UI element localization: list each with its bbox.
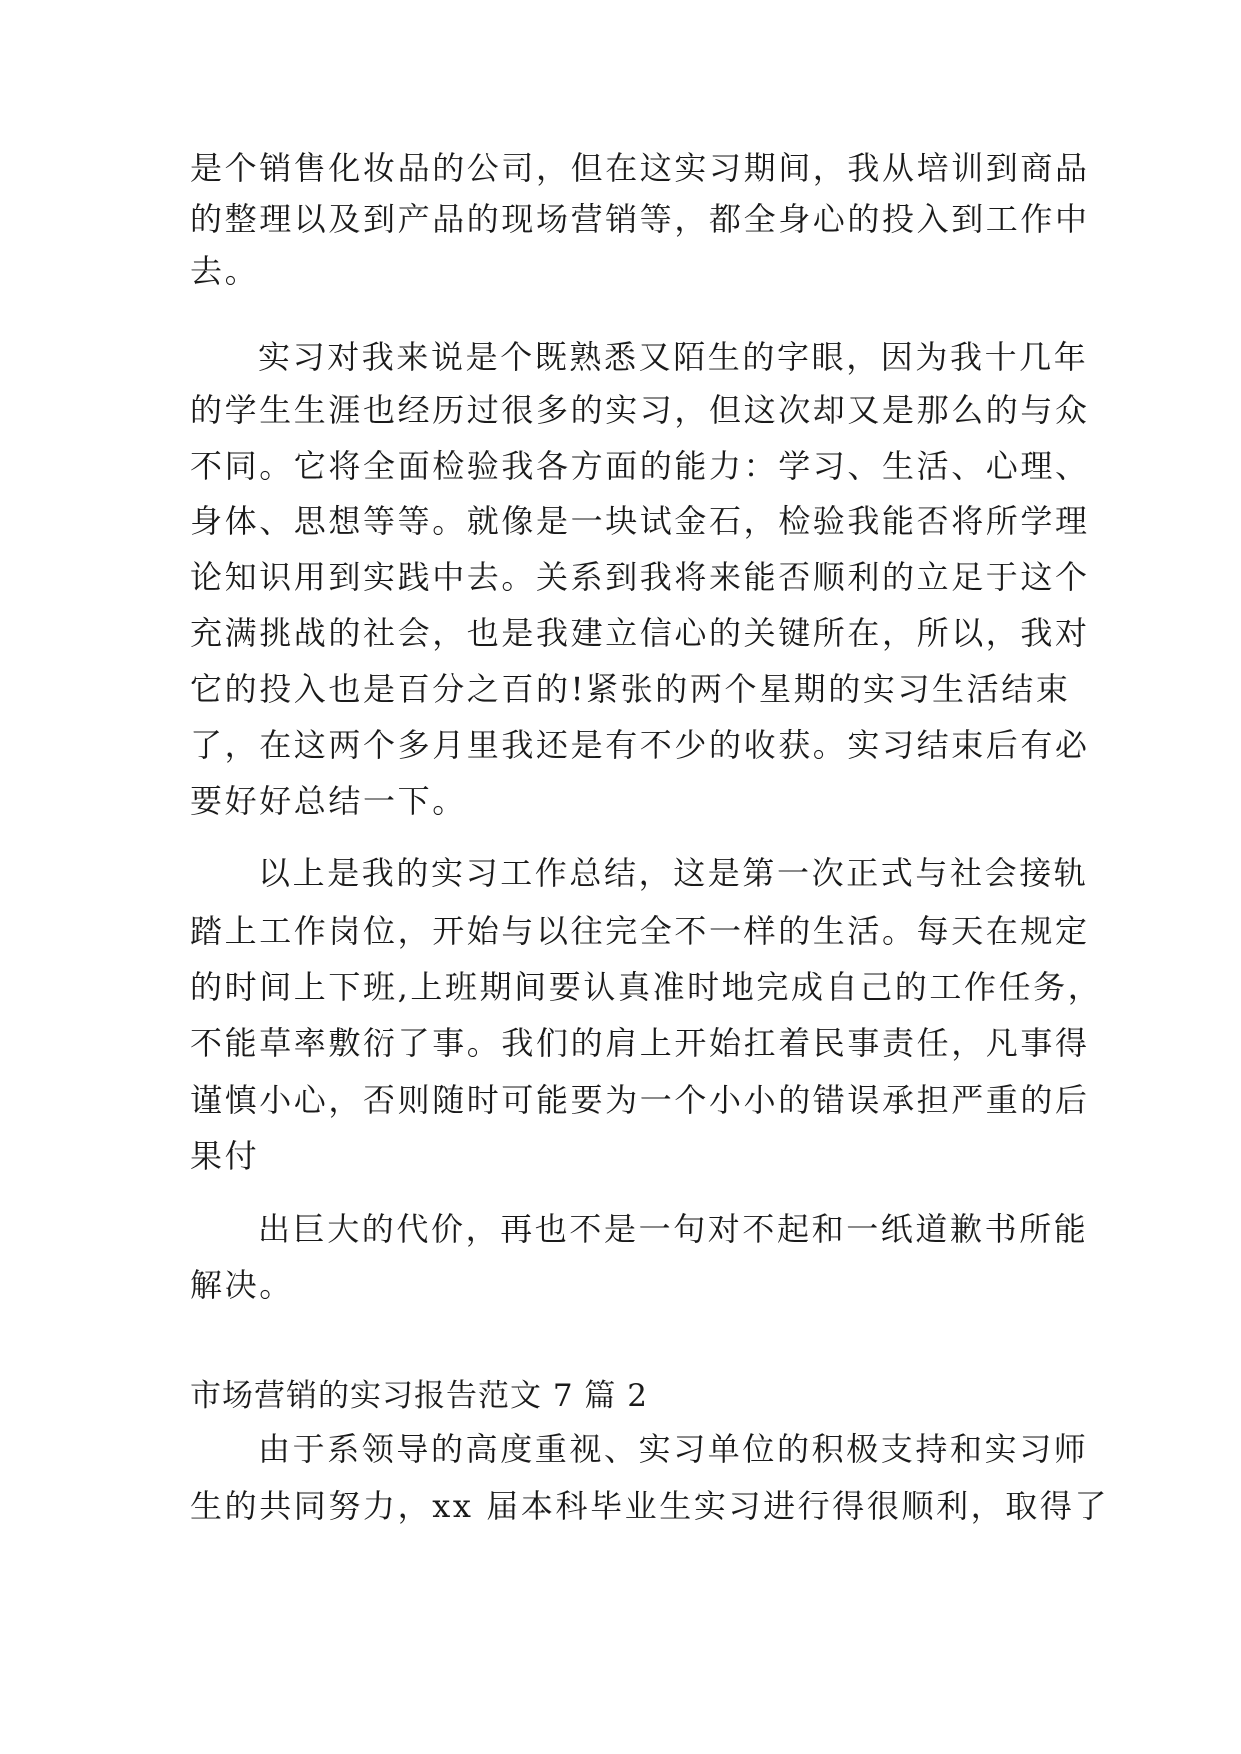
- text-line: 了，在这两个多月里我还是有不少的收获。实习结束后有必: [190, 726, 1090, 764]
- text-line: 果付: [190, 1137, 260, 1175]
- text-line: 的时间上下班,上班期间要认真准时地完成自己的工作任务，: [190, 968, 1103, 1006]
- text-line: 身体、思想等等。就像是一块试金石，检验我能否将所学理: [190, 502, 1090, 540]
- text-line: 不同。它将全面检验我各方面的能力：学习、生活、心理、: [190, 447, 1090, 485]
- text-line: 踏上工作岗位，开始与以往完全不一样的生活。每天在规定: [190, 912, 1090, 950]
- text-line: 不能草率敷衍了事。我们的肩上开始扛着民事责任，凡事得: [190, 1024, 1090, 1062]
- text-line: 谨慎小心，否则随时可能要为一个小小的错误承担严重的后: [190, 1081, 1090, 1119]
- text-line: 由于系领导的高度重视、实习单位的积极支持和实习师: [258, 1430, 1089, 1468]
- text-line: 它的投入也是百分之百的!紧张的两个星期的实习生活结束: [190, 670, 1071, 708]
- text-line: 去。: [190, 252, 260, 290]
- text-line: 要好好总结一下。: [190, 782, 467, 820]
- text-line: 出巨大的代价，再也不是一句对不起和一纸道歉书所能: [258, 1210, 1089, 1248]
- text-line: 以上是我的实习工作总结，这是第一次正式与社会接轨: [258, 854, 1089, 892]
- text-line: 生的共同努力，xx 届本科毕业生实习进行得很顺利，取得了: [190, 1487, 1110, 1525]
- text-line: 充满挑战的社会，也是我建立信心的关键所在，所以，我对: [190, 614, 1090, 652]
- text-line: 实习对我来说是个既熟悉又陌生的字眼，因为我十几年: [258, 338, 1089, 376]
- text-line: 的整理以及到产品的现场营销等，都全身心的投入到工作中: [190, 200, 1090, 238]
- section-heading: 市场营销的实习报告范文 7 篇 2: [190, 1378, 649, 1414]
- text-line: 解决。: [190, 1266, 294, 1304]
- text-line: 的学生生涯也经历过很多的实习，但这次却又是那么的与众: [190, 391, 1090, 429]
- text-line: 是个销售化妆品的公司，但在这实习期间，我从培训到商品: [190, 149, 1090, 187]
- text-line: 论知识用到实践中去。关系到我将来能否顺利的立足于这个: [190, 558, 1090, 596]
